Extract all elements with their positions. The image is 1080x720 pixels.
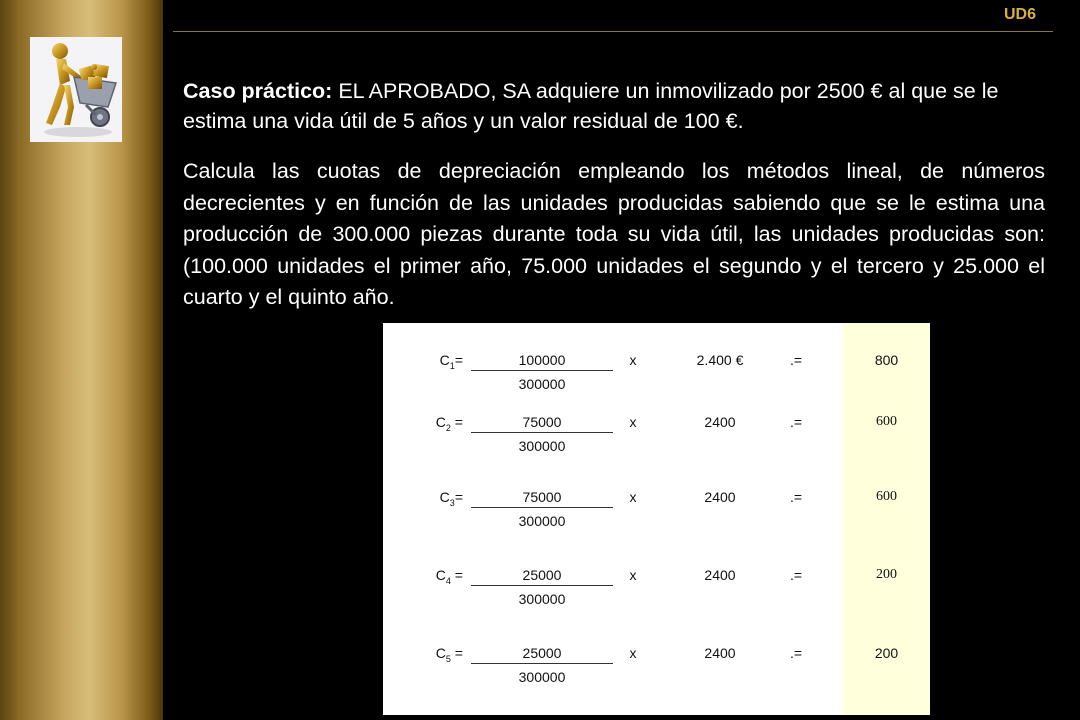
calculation-row: [383, 410, 930, 470]
multiply-sign: x: [629, 489, 637, 505]
depreciable-base: 2.400 €: [696, 352, 744, 368]
quota-label: $C_5$ =: [435, 645, 463, 664]
fraction-numerator: 75000: [471, 489, 613, 508]
multiply-sign: x: [629, 567, 637, 583]
worker-wheelbarrow-icon: [30, 37, 122, 142]
fraction-denominator: 300000: [518, 591, 566, 607]
fraction-denominator: 300000: [518, 513, 566, 529]
quota-index: 2: [445, 422, 451, 433]
quota-index: 5: [445, 653, 451, 664]
multiply-sign: x: [629, 414, 637, 430]
task-paragraph: Calcula las cuotas de depreciación empleando los métodos lineal, de números decrecientes y en función de las unidades producidas sabiendo que se le estima una producción de 300.000 piezas durante toda su vida útil, las unidades producidas son: (100.000 unidades el primer año, 75.000 unidades el segundo y el tercero y 25.000 el cuarto y el quinto año.: [183, 159, 1045, 309]
header-divider: [173, 31, 1053, 32]
calculation-row: [383, 563, 930, 623]
quota-result: 200: [876, 567, 897, 582]
quota-result: 800: [874, 352, 899, 368]
quota-label: $C_1=$: [439, 352, 463, 371]
calculation-panel: [383, 323, 930, 715]
fraction-numerator: 25000: [471, 567, 613, 586]
case-statement: [183, 76, 1045, 136]
fraction-denominator: 300000: [518, 669, 566, 685]
quota-result: 600: [876, 489, 897, 504]
fraction-numerator: 100000: [471, 352, 613, 371]
fraction-denominator: 300000: [518, 376, 566, 392]
fraction-denominator: 300000: [518, 438, 566, 454]
multiply-sign: x: [629, 352, 637, 368]
calculation-row: [383, 641, 930, 701]
quota-label: $C_2$ =: [435, 414, 463, 433]
depreciable-base: 2400: [704, 489, 736, 505]
calculation-row: [383, 348, 930, 408]
quota-index: 3: [449, 497, 455, 508]
fraction-numerator: 75000: [471, 414, 613, 433]
fraction-numerator: 25000: [471, 645, 613, 664]
depreciable-base: 2400: [704, 567, 736, 583]
quota-label: $C_3=$: [439, 489, 463, 508]
quota-result: 200: [874, 645, 899, 661]
equals-sign: .=: [789, 352, 803, 368]
depreciable-base: 2400: [704, 645, 736, 661]
quota-index: 4: [445, 575, 451, 586]
equals-sign: .=: [789, 567, 803, 583]
case-label: Caso práctico:: [183, 79, 333, 103]
case-text: EL APROBADO, SA adquiere un inmovilizado por 2500 € al que se le estima una vida útil de 5 años y un valor residual de 100 €.: [183, 79, 999, 133]
depreciable-base: 2400: [704, 414, 736, 430]
unit-label: UD6: [1003, 6, 1036, 23]
equals-sign: .=: [789, 414, 803, 430]
quota-result: 600: [876, 414, 897, 429]
equals-sign: .=: [789, 489, 803, 505]
equals-sign: .=: [789, 645, 803, 661]
calculation-row: [383, 485, 930, 545]
multiply-sign: x: [629, 645, 637, 661]
quota-index: 1: [449, 360, 455, 371]
quota-label: $C_4$ =: [435, 567, 463, 586]
